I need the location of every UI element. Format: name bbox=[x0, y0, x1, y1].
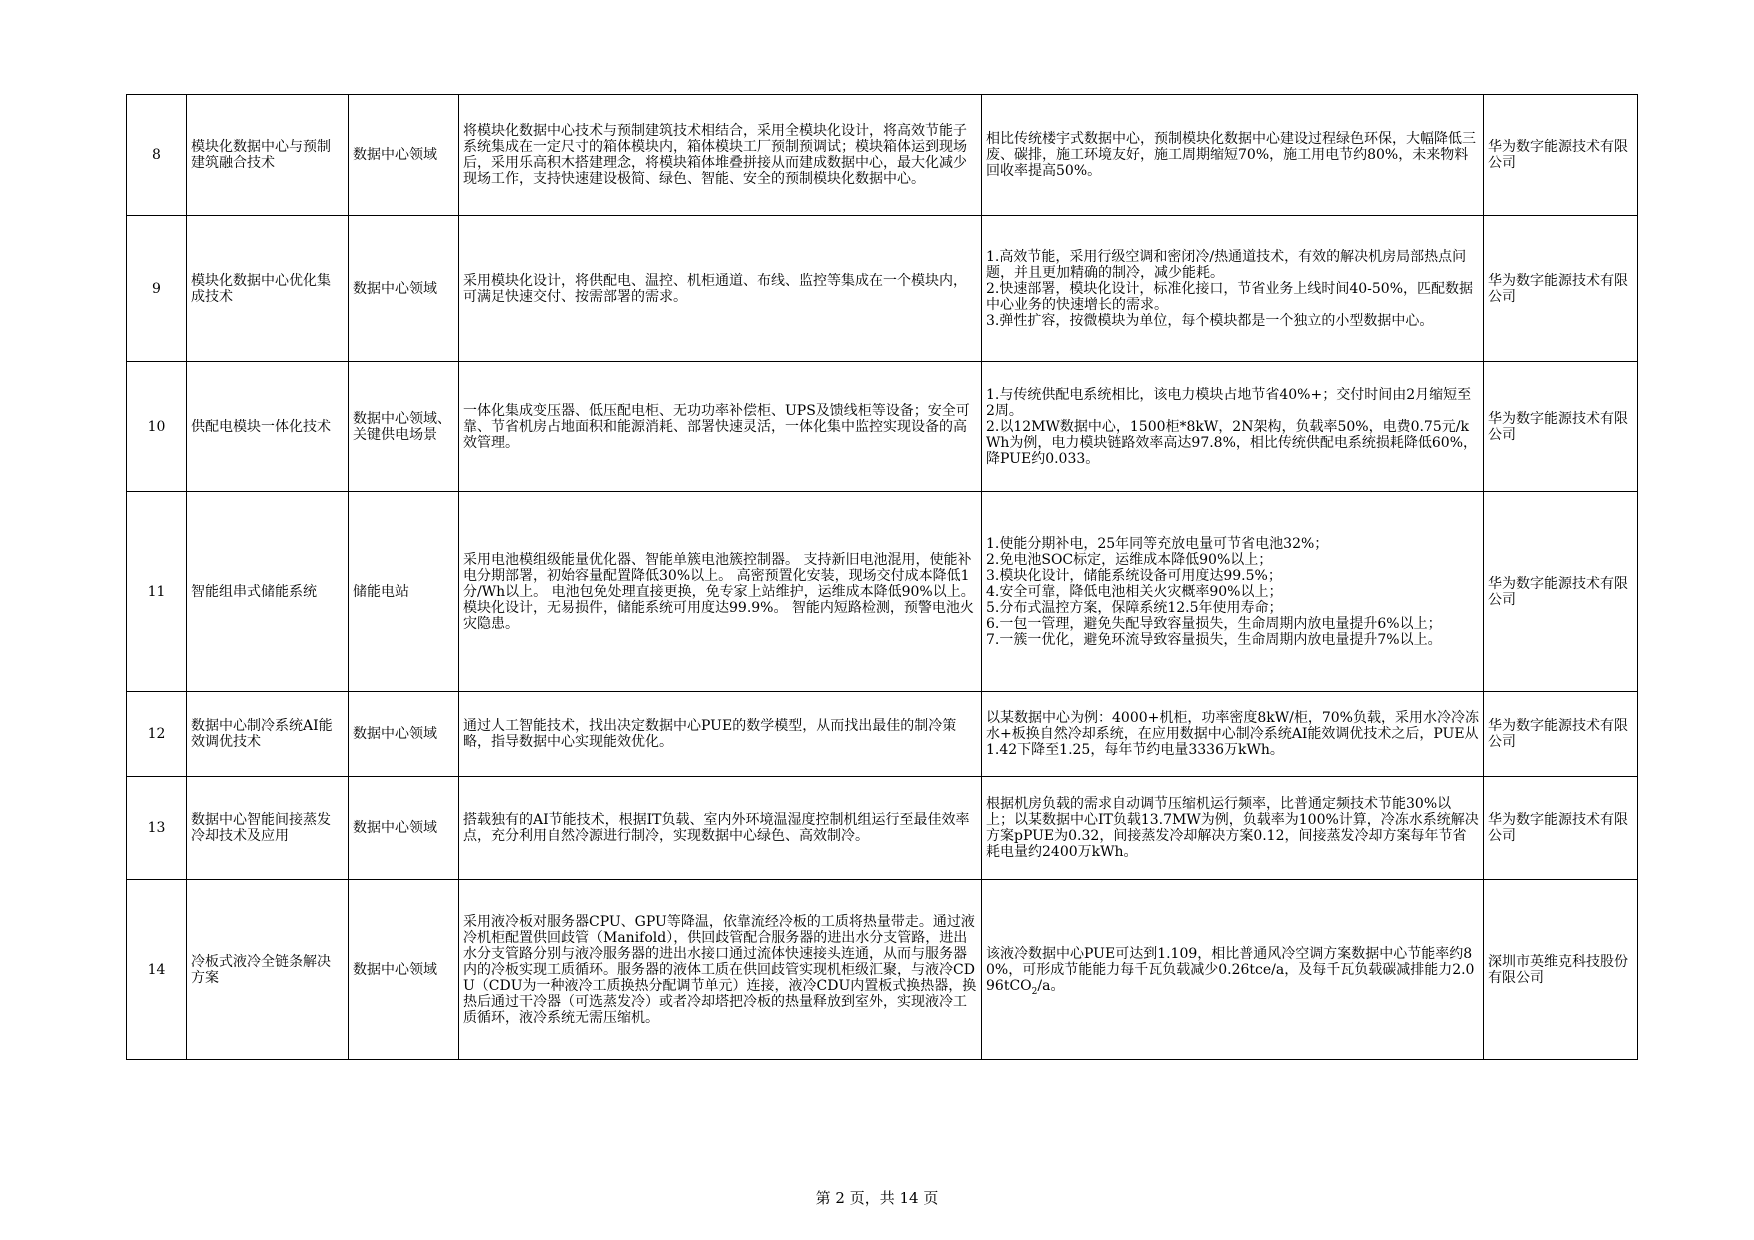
tech-field: 数据中心领域 bbox=[349, 95, 459, 216]
tech-name: 冷板式液冷全链条解决方案 bbox=[187, 880, 349, 1060]
tech-description: 采用液冷板对服务器CPU、GPU等降温，依靠流经冷板的工质将热量带走。通过液冷机柜配置供回歧管（Manifold），供回歧管配合服务器的进出水分支管路，进出水分支管路分别与液冷服务器的进出水接口通过流体快速接头连通，从而与服务器内的冷板实现工质循环。服务器的液体工质在供回歧管实现机柜级汇聚，与液冷CDU（CDU为一种液冷工质换热分配调节单元）连接，液冷CDU内置板式换热器，换热后通过干冷器（可选蒸发冷）或者冷却塔把冷板的热量释放到室外，实现液冷工质循环，液冷系统无需压缩机。 bbox=[459, 880, 982, 1060]
benefit-line: 以某数据中心为例：4000+机柜，功率密度8kW/柜，70%负载，采用水冷冷冻水+板换自然冷却系统，在应用数据中心制冷系统AI能效调优技术之后，PUE从1.42下降至1.25，每年节约电量3336万kWh。 bbox=[986, 710, 1479, 758]
company-name: 华为数字能源技术有限公司 bbox=[1484, 777, 1638, 880]
row-number: 10 bbox=[127, 362, 187, 492]
tech-name: 数据中心智能间接蒸发冷却技术及应用 bbox=[187, 777, 349, 880]
tech-name: 模块化数据中心与预制建筑融合技术 bbox=[187, 95, 349, 216]
tech-benefits bbox=[982, 880, 1484, 1060]
company-name: 深圳市英维克科技股份有限公司 bbox=[1484, 880, 1638, 1060]
tech-benefits bbox=[982, 492, 1484, 692]
table-row bbox=[127, 692, 1638, 777]
tech-name: 智能组串式储能系统 bbox=[187, 492, 349, 692]
company-name: 华为数字能源技术有限公司 bbox=[1484, 492, 1638, 692]
tech-field: 储能电站 bbox=[349, 492, 459, 692]
company-name: 华为数字能源技术有限公司 bbox=[1484, 95, 1638, 216]
benefit-line: 1.与传统供配电系统相比，该电力模块占地节省40%+；交付时间由2月缩短至2周。 bbox=[986, 386, 1472, 419]
tech-description: 采用电池模组级能量优化器、智能单簇电池簇控制器。 支持新旧电池混用，使能补电分期部署，初始容量配置降低30%以上。 高密预置化安装，现场交付成本降低1分/Wh以上。 电池包免处理直接更换，免专家上站维护，运维成本降低90%以上。模块化设计，无易损件，储能系统可用度达99.9%。 智能内短路检测，预警电池火灾隐患。 bbox=[459, 492, 982, 692]
tech-name: 模块化数据中心优化集成技术 bbox=[187, 216, 349, 362]
row-number: 9 bbox=[127, 216, 187, 362]
table-row bbox=[127, 492, 1638, 692]
company-name: 华为数字能源技术有限公司 bbox=[1484, 216, 1638, 362]
table-row bbox=[127, 95, 1638, 216]
benefit-line: 4.安全可靠，降低电池相关火灾概率90%以上； bbox=[986, 583, 1283, 600]
tech-field: 数据中心领域、关键供电场景 bbox=[349, 362, 459, 492]
tech-benefits bbox=[982, 216, 1484, 362]
page-footer: 第 2 页，共 14 页 bbox=[815, 1189, 939, 1207]
row-number: 13 bbox=[127, 777, 187, 880]
tech-benefits bbox=[982, 692, 1484, 777]
tech-description: 搭载独有的AI节能技术，根据IT负载、室内外环境温湿度控制机组运行至最佳效率点，充分利用自然冷源进行制冷，实现数据中心绿色、高效制冷。 bbox=[459, 777, 982, 880]
tech-field: 数据中心领域 bbox=[349, 880, 459, 1060]
technology-table bbox=[126, 94, 1638, 1060]
table-row bbox=[127, 777, 1638, 880]
tech-field: 数据中心领域 bbox=[349, 777, 459, 880]
benefit-line: 5.分布式温控方案，保障系统12.5年使用寿命； bbox=[986, 599, 1283, 616]
benefit-line: 根据机房负载的需求自动调节压缩机运行频率，比普通定频技术节能30%以上；以某数据中心IT负载13.7MW为例，负载率为100%计算，冷冻水系统解决方案pPUE为0.32，间接蒸发冷却解决方案0.12，间接蒸发冷却方案每年节省耗电量约2400万kWh。 bbox=[986, 796, 1479, 860]
row-number: 8 bbox=[127, 95, 187, 216]
tech-description: 一体化集成变压器、低压配电柜、无功功率补偿柜、UPS及馈线柜等设备；安全可靠、节省机房占地面积和能源消耗、部署快速灵活，一体化集中监控实现设备的高效管理。 bbox=[459, 362, 982, 492]
benefit-line: 3.模块化设计，储能系统设备可用度达99.5%； bbox=[986, 567, 1282, 584]
benefit-line: 2.免电池SOC标定，运维成本降低90%以上； bbox=[986, 551, 1273, 568]
table-row bbox=[127, 216, 1638, 362]
tech-description: 将模块化数据中心技术与预制建筑技术相结合，采用全模块化设计，将高效节能子系统集成在一定尺寸的箱体模块内，箱体模块工厂预制预调试；模块箱体运到现场后，采用乐高积木搭建理念，将模块箱体堆叠拼接从而建成数据中心，最大化减少现场工作，支持快速建设极简、绿色、智能、安全的预制模块化数据中心。 bbox=[459, 95, 982, 216]
tech-field: 数据中心领域 bbox=[349, 216, 459, 362]
benefit-text-end: /a。 bbox=[1037, 977, 1065, 994]
benefit-line: 2.快速部署，模块化设计，标准化接口，节省业务上线时间40-50%，匹配数据中心业务的快速增长的需求。 bbox=[986, 280, 1474, 313]
tech-name: 供配电模块一体化技术 bbox=[187, 362, 349, 492]
tech-field: 数据中心领域 bbox=[349, 692, 459, 777]
benefit-line: 1.使能分期补电，25年同等充放电量可节省电池32%； bbox=[986, 535, 1329, 552]
benefit-line: 6.一包一管理，避免失配导致容量损失，生命周期内放电量提升6%以上； bbox=[986, 615, 1442, 632]
tech-description: 通过人工智能技术，找出决定数据中心PUE的数学模型，从而找出最佳的制冷策略，指导数据中心实现能效优化。 bbox=[459, 692, 982, 777]
row-number: 11 bbox=[127, 492, 187, 692]
row-number: 12 bbox=[127, 692, 187, 777]
benefit-line: 7.一簇一优化，避免环流导致容量损失，生命周期内放电量提升7%以上。 bbox=[986, 631, 1442, 648]
benefit-text: 该液冷数据中心PUE可达到1.109，相比普通风冷空调方案数据中心节能率约80%，可形成节能能力每千瓦负载减少0.26tce/a，及每千瓦负载碳减排能力2.096tCO bbox=[986, 945, 1475, 994]
table-row bbox=[127, 362, 1638, 492]
company-name: 华为数字能源技术有限公司 bbox=[1484, 362, 1638, 492]
benefit-line: 1.高效节能，采用行级空调和密闭冷/热通道技术，有效的解决机房局部热点问题，并且更加精确的制冷，减少能耗。 bbox=[986, 248, 1467, 281]
subscript-two: 2 bbox=[1031, 986, 1038, 997]
table-row bbox=[127, 880, 1638, 1060]
benefit-line: 相比传统楼宇式数据中心，预制模块化数据中心建设过程绿色环保，大幅降低三废、碳排，施工环境友好，施工周期缩短70%，施工用电节约80%，未来物料回收率提高50%。 bbox=[986, 131, 1476, 179]
tech-benefits bbox=[982, 95, 1484, 216]
benefit-line: 2.以12MW数据中心，1500柜*8kW，2N架构，负载率50%，电费0.75元/kWh为例，电力模块链路效率高达97.8%，相比传统供配电系统损耗降低60%，降PUE约0.033。 bbox=[986, 418, 1477, 467]
company-name: 华为数字能源技术有限公司 bbox=[1484, 692, 1638, 777]
tech-benefits bbox=[982, 362, 1484, 492]
benefit-line: 3.弹性扩容，按微模块为单位，每个模块都是一个独立的小型数据中心。 bbox=[986, 312, 1434, 329]
tech-description: 采用模块化设计，将供配电、温控、机柜通道、布线、监控等集成在一个模块内，可满足快速交付、按需部署的需求。 bbox=[459, 216, 982, 362]
row-number: 14 bbox=[127, 880, 187, 1060]
tech-benefits bbox=[982, 777, 1484, 880]
tech-name: 数据中心制冷系统AI能效调优技术 bbox=[187, 692, 349, 777]
